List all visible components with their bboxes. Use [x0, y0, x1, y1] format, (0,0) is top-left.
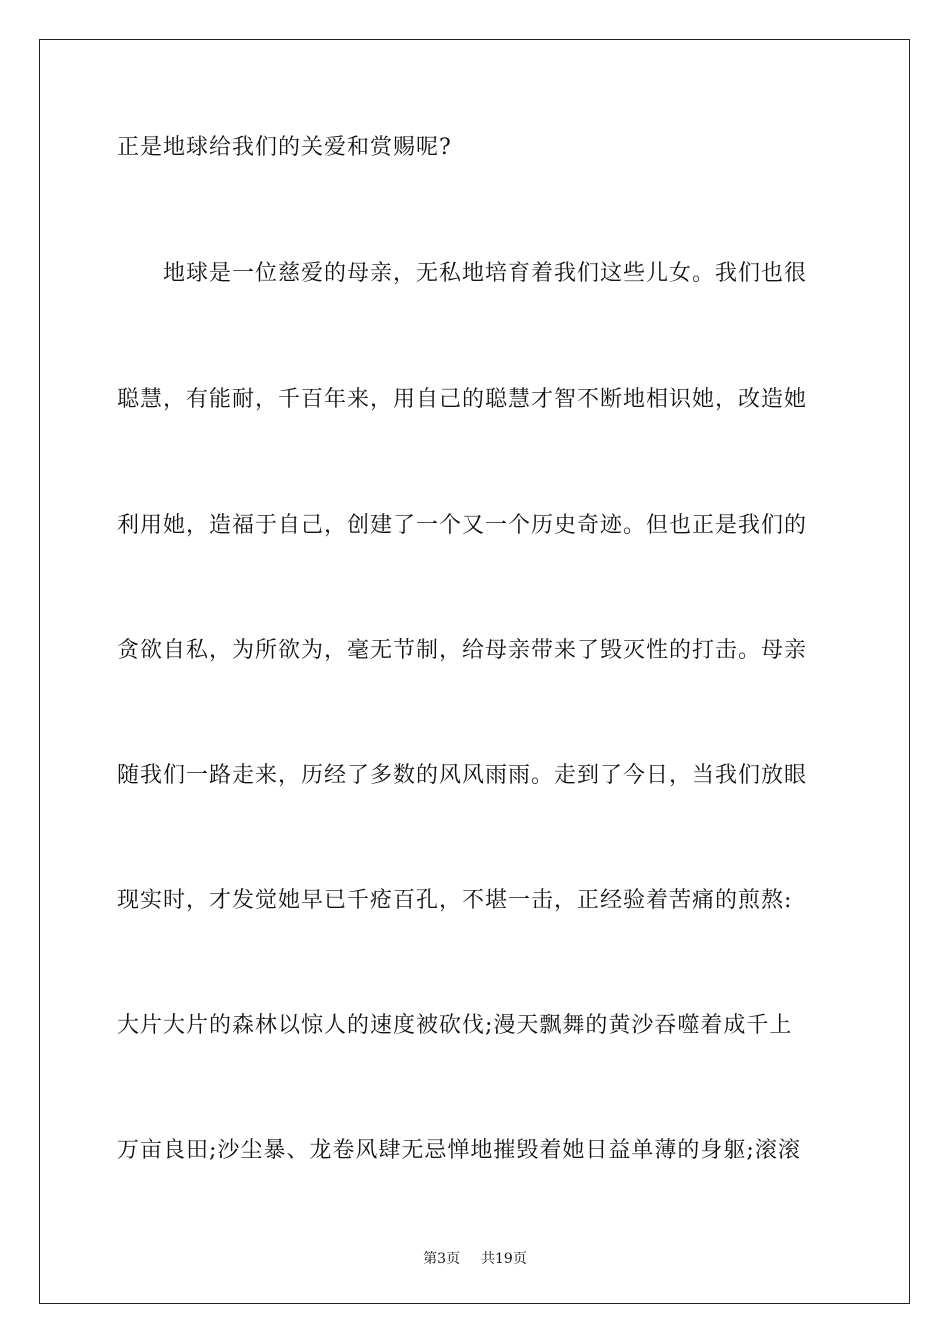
- text-line-5: 贪欲自私，为所欲为，毫无节制，给母亲带来了毁灭性的打击。母亲: [117, 638, 808, 663]
- text-line-7: 现实时，才发觉她早已千疮百孔，不堪一击，正经验着苦痛的煎熬:: [117, 888, 793, 913]
- text-line-4: 利用她，造福于自己，创建了一个又一个历史奇迹。但也正是我们的: [117, 513, 808, 538]
- page-border: [39, 39, 910, 1304]
- page-number: 第3页: [423, 1251, 461, 1267]
- page-footer: [0, 1248, 950, 1268]
- text-line-8: 大片大片的森林以惊人的速度被砍伐;漫天飘舞的黄沙吞噬着成千上: [117, 1013, 793, 1038]
- text-line-3: 聪慧，有能耐，千百年来，用自己的聪慧才智不断地相识她，改造她: [117, 387, 808, 412]
- text-line-9: 万亩良田;沙尘暴、龙卷风肆无忌惮地摧毁着她日益单薄的身躯;滚滚: [117, 1138, 801, 1163]
- text-line-6: 随我们一路走来，历经了多数的风风雨雨。走到了今日，当我们放眼: [117, 763, 808, 788]
- page-total: 共19页: [481, 1251, 527, 1267]
- paragraph-start-line: 地球是一位慈爱的母亲，无私地培育着我们这些儿女。我们也很: [163, 261, 808, 286]
- text-line-1: 正是地球给我们的关爱和赏赐呢?: [117, 135, 452, 160]
